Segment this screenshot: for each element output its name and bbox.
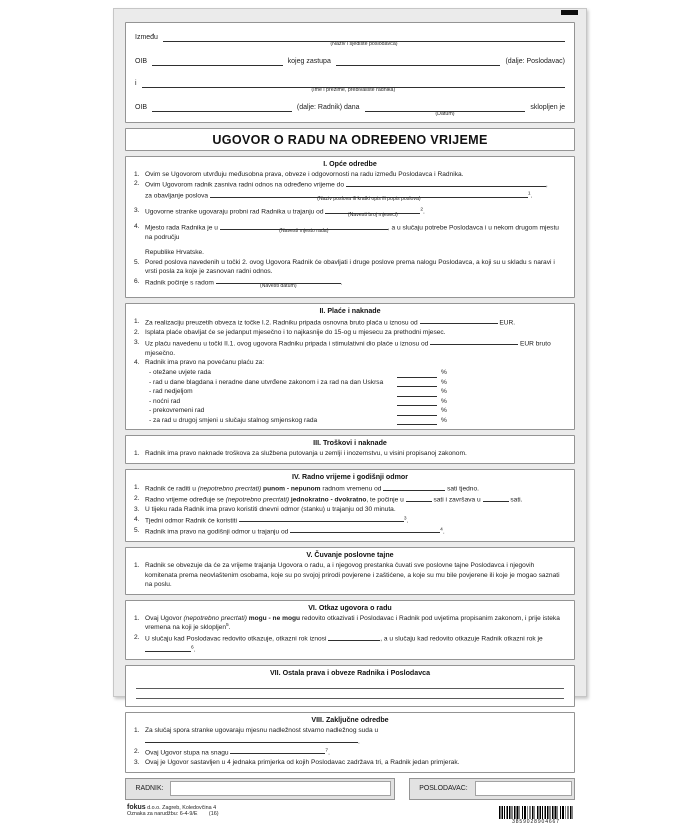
clause-number: 3.: [134, 758, 140, 766]
clause: 1. Radnik se obvezuje da će za vrijeme trajanja Ugovora o radu, a i njegovog prestanka čuvati sve poslovne tajne Poslodavca i njegovih komitenata prema neovlaštenim osobama, koje su po svojoj prirodi povjerene i zaštićene, a koje su mu bile povjerene ili koje je mogao saznati na poslu.: [134, 562, 560, 589]
percent-sign: %: [441, 397, 447, 405]
employer-oib-field[interactable]: [152, 56, 283, 66]
clause-number: 4.: [134, 515, 140, 523]
blank-field[interactable]: [406, 494, 432, 502]
section: [125, 156, 575, 298]
blank-field[interactable]: [430, 338, 518, 346]
blank-field[interactable]: [397, 418, 437, 426]
section: [125, 435, 575, 464]
clause-number: 2.: [134, 180, 140, 188]
clause-number: 6.: [134, 277, 140, 285]
page-title: UGOVOR O RADU NA ODREĐENO VRIJEME: [212, 132, 488, 147]
pay-increase-label: - otežane uvjete rada: [149, 368, 211, 376]
section: [125, 303, 575, 431]
clause: 4. Mjesto rada Radnika je u (Navesti mjesto rada) , a u slučaju potrebe Poslodavca i u nekom drugom mjestu na području: [134, 223, 559, 242]
clause: 1. Radnik ima pravo naknade troškova za službena putovanja u zemlji i inozemstvu, u visini propisanoj zakonom.: [134, 450, 467, 458]
hereafter-worker-label: (dalje: Radnik) dana: [296, 104, 360, 111]
blank-field[interactable]: [328, 633, 380, 641]
blank-field[interactable]: [397, 380, 437, 388]
clause-number: 1.: [134, 170, 140, 178]
section: [125, 469, 575, 542]
clause-number: 1.: [134, 450, 140, 458]
blank-field[interactable]: [397, 408, 437, 416]
clause: 1. Za realizaciju preuzetih obveza iz točke I.2. Radniku pripada osnovna bruto plaća u iznosu od EUR.: [134, 317, 516, 327]
blank-field[interactable]: [397, 389, 437, 397]
footnote-marker: 2: [420, 207, 424, 213]
section-heading: IV. Radno vrijeme i godišnji odmor: [291, 473, 409, 482]
clause-number: 2.: [134, 747, 140, 755]
clause-number: 5.: [134, 526, 140, 534]
field-caption: (Navesti datum): [259, 282, 297, 289]
field-caption: (Naziv poslova ili kratki opis ili popis poslova): [317, 196, 421, 203]
instruction-note: (nepotrebno precrtati): [225, 496, 290, 504]
between-label: Između: [135, 34, 158, 41]
clause-number: 4.: [134, 359, 140, 367]
employer-signature-label: POSLODAVAC:: [419, 785, 468, 793]
clause: 1. Ovim se Ugovorom utvrđuju međusobna prava, obveze i odgovornosti na radu između Poslodavca i Radnika.: [134, 170, 464, 178]
section-heading: VII. Ostala prava i obveze Radnika i Poslodavca: [269, 669, 431, 678]
emphasis-choice: punom - nepunom: [263, 485, 321, 493]
worker-name-caption: (Ime i prezime, prebivalište radnika): [311, 86, 396, 93]
section-heading: I. Opće odredbe: [323, 159, 377, 168]
clause: 5. Pored poslova navedenih u točki 2. ovog Ugovora Radnik će obavljati i druge poslove prema nalogu Poslodavca, a koji su u skladu s naravi i vrsti posla za koje je zasnovan radni odnos.: [134, 258, 555, 276]
clause-number: 2.: [134, 329, 140, 337]
blank-field[interactable]: [325, 206, 420, 219]
emphasis-choice: mogu - ne mogu: [248, 614, 301, 622]
percent-sign: %: [441, 407, 447, 415]
field-caption: (Navesti broj mjeseci): [347, 212, 398, 219]
clause: za obavljanje poslova (Naziv poslova ili kratki opis ili popis poslova) $^1$.: [145, 191, 533, 203]
clause: 2. Ovaj Ugovor stupa na snagu $^7$.: [134, 747, 330, 757]
clause: 3. U tijeku rada Radnik ima pravo koristiti dnevni odmor (stanku) u trajanju od 30 minuta.: [134, 506, 396, 514]
parties-header: [125, 22, 575, 123]
employer-name-field[interactable]: [163, 32, 565, 47]
clause-number: 2.: [134, 495, 140, 503]
clause-number: 1.: [134, 562, 140, 570]
clause-number: 2.: [134, 634, 140, 641]
writing-line[interactable]: [136, 698, 564, 699]
barcode-bars: [499, 806, 573, 819]
signature-row: [125, 778, 575, 800]
footnote-marker: 3: [403, 516, 407, 522]
clause-number: 1.: [134, 727, 140, 735]
oib-label: OIB: [135, 58, 148, 65]
print-registration-mark: [561, 10, 578, 15]
blank-field[interactable]: [230, 747, 325, 755]
pay-increase-row: [133, 397, 567, 407]
percent-sign: %: [441, 378, 447, 386]
percent-sign: %: [441, 368, 447, 376]
contract-date-field[interactable]: [365, 102, 526, 117]
publisher-info: [127, 805, 219, 819]
clause-number: 3.: [134, 338, 140, 346]
publisher-address: d.o.o. Zagreb, Koledovčina 4: [147, 804, 217, 811]
pay-increase-row: [133, 378, 567, 388]
footnote-marker: 7: [325, 748, 329, 754]
pay-increase-label: - noćni rad: [149, 397, 181, 405]
employer-signature-field[interactable]: [475, 781, 572, 796]
order-note: (16): [208, 811, 219, 818]
clause: 5. Radnik ima pravo na godišnji odmor u trajanju od $^4$.: [134, 526, 445, 536]
footnote-marker: 1: [527, 191, 531, 197]
worker-row: [135, 78, 565, 93]
worker-signature-label: RADNIK:: [135, 785, 164, 793]
blank-field[interactable]: [145, 736, 358, 744]
pay-increase-row: [133, 416, 567, 426]
sections: [114, 156, 586, 773]
employer-row: [135, 32, 565, 47]
blank-field[interactable]: [239, 515, 404, 523]
clause: 2. Isplata plaće obavljat će se jedanput mjesečno i to najkasnije do 15-og u mjesecu za prethodni mjesec.: [134, 329, 446, 337]
clause-number: 1.: [134, 614, 140, 622]
publisher-name: fokus: [127, 803, 146, 811]
section: [125, 547, 575, 595]
clause-number: 3.: [134, 506, 140, 514]
section: [125, 665, 575, 707]
section-heading: V. Čuvanje poslovne tajne: [306, 551, 394, 560]
section: [125, 600, 575, 660]
order-code: Oznaka za narudžbu: 6-4-9/E: [127, 811, 198, 818]
clause: 6. Radnik počinje s radom (Navesti datum) .: [134, 277, 343, 289]
blank-field[interactable]: [420, 317, 498, 325]
and-label: i: [135, 80, 137, 87]
footer: [127, 805, 573, 825]
writing-line[interactable]: [136, 688, 564, 689]
clause: 3. Ugovorne stranke ugovaraju probni rad Radnika u trajanju od (Navesti broj mjeseci) $^2$.: [134, 207, 425, 219]
clause: 4. Radnik ima pravo na povećanu plaću za:: [134, 359, 265, 367]
date-caption: (Datum): [435, 110, 455, 117]
emphasis-choice: jednokratno - dvokratno: [290, 496, 367, 504]
blank-field[interactable]: [145, 644, 191, 652]
clause: 2. U slučaju kad Poslodavac redovito otkazuje, otkazni rok iznosi , a u slučaju kad redovito otkazuje Radnik otkazni rok je $^6$.: [134, 634, 543, 654]
clause: 3. Uz plaću navedenu u točki II.1. ovog ugovora Radniku pripada i stimulativni dio plaće u iznosu od EUR bruto mjesečno.: [134, 338, 551, 357]
employer-signature-box: [409, 778, 575, 800]
pay-increase-label: - rad u dane blagdana i neradne dane utvrđene zakonom i za rad na dan Uskrsa: [149, 378, 384, 386]
percent-sign: %: [441, 416, 447, 424]
pay-increase-row: [133, 368, 567, 378]
clause-number: 3.: [134, 207, 140, 215]
concluded-label: sklopljen je: [530, 104, 565, 111]
clause: 1. Radnik će raditi u (nepotrebno precrtati) punom - nepunom radnom vremenu od sati tjedno.: [134, 484, 479, 493]
represented-by-label: kojeg zastupa: [287, 58, 331, 65]
clause: 1. Ovaj Ugovor (nepotrebno precrtati) mogu - ne mogu redovito otkazivati i Poslodavac i Radnik pod uvjetima propisanim zakonom, i prije isteka vremena na koji je sklopljen$^5$.: [134, 614, 560, 632]
field-caption: (Navesti mjesto rada): [279, 228, 329, 235]
footnote-marker: 6: [191, 645, 194, 651]
clause: Republike Hrvatske.: [145, 249, 205, 257]
worker-name-field[interactable]: [142, 78, 565, 93]
clause: 2. Radno vrijeme određuje se (nepotrebno precrtati) jednokratno - dvokratno, te počinje u sati i završava u sati.: [134, 495, 523, 504]
clause-number: 4.: [134, 223, 140, 231]
percent-sign: %: [441, 388, 447, 396]
blank-field[interactable]: [397, 399, 437, 407]
clause-number: 5.: [134, 258, 140, 266]
title-box: [125, 128, 575, 151]
blank-field[interactable]: [290, 526, 440, 534]
pay-increase-label: - prekovremeni rad: [149, 407, 205, 415]
barcode: [499, 806, 573, 825]
clause-number: 1.: [134, 317, 140, 325]
blank-field[interactable]: [483, 494, 509, 502]
worker-signature-field[interactable]: [170, 781, 391, 796]
section-heading: VI. Otkaz ugovora o radu: [308, 603, 392, 612]
instruction-note: (nepotrebno precrtati): [197, 485, 262, 493]
instruction-note: (nepotrebno precrtati): [183, 614, 247, 622]
representative-field[interactable]: [336, 56, 501, 66]
section: [125, 712, 575, 772]
pay-increase-label: - za rad u drugoj smjeni u slučaju stalnog smjenskog rada: [149, 416, 318, 424]
clause-number: 1.: [134, 484, 140, 492]
footnote-marker: 4: [440, 527, 443, 533]
clause: 4. Tjedni odmor Radnik će koristiti $^3$.: [134, 515, 409, 525]
section-heading: III. Troškovi i naknade: [313, 439, 387, 448]
oib-label-2: OIB: [135, 104, 148, 111]
clause: 3. Ovaj je Ugovor sastavljen u 4 jednaka primjerka od kojih Poslodavac zadržava tri, a Radnik jedan primjerak.: [134, 758, 460, 766]
worker-signature-box: [125, 778, 395, 800]
pay-increase-row: [133, 387, 567, 397]
section-heading: VIII. Zaključne odredbe: [311, 716, 389, 725]
blank-field[interactable]: [346, 179, 546, 187]
employer-name-caption: (Naziv i sjedište poslodavca): [330, 40, 398, 47]
section-heading: II. Plaće i naknade: [319, 306, 381, 315]
barcode-digits: 3859028904667: [512, 818, 560, 825]
form-sheet: [113, 8, 587, 825]
worker-oib-field[interactable]: [152, 102, 292, 112]
worker-oib-row: [135, 102, 565, 117]
clause: 1. Za slučaj spora stranke ugovaraju mjesnu nadležnost stvarno nadležnog suda u .: [134, 727, 379, 746]
pay-increase-label: - rad nedjeljom: [149, 388, 193, 396]
blank-field[interactable]: [397, 370, 437, 378]
footnote-marker: 5: [226, 623, 229, 629]
blank-field[interactable]: [220, 222, 388, 235]
pay-increase-row: [133, 406, 567, 416]
blank-field[interactable]: [383, 483, 445, 491]
hereafter-employer-label: (dalje: Poslodavac): [505, 58, 565, 65]
employer-oib-row: [135, 56, 565, 66]
clause: 2. Ovim Ugovorom radnik zasniva radni odnos na određeno vrijeme do ,: [134, 180, 548, 189]
